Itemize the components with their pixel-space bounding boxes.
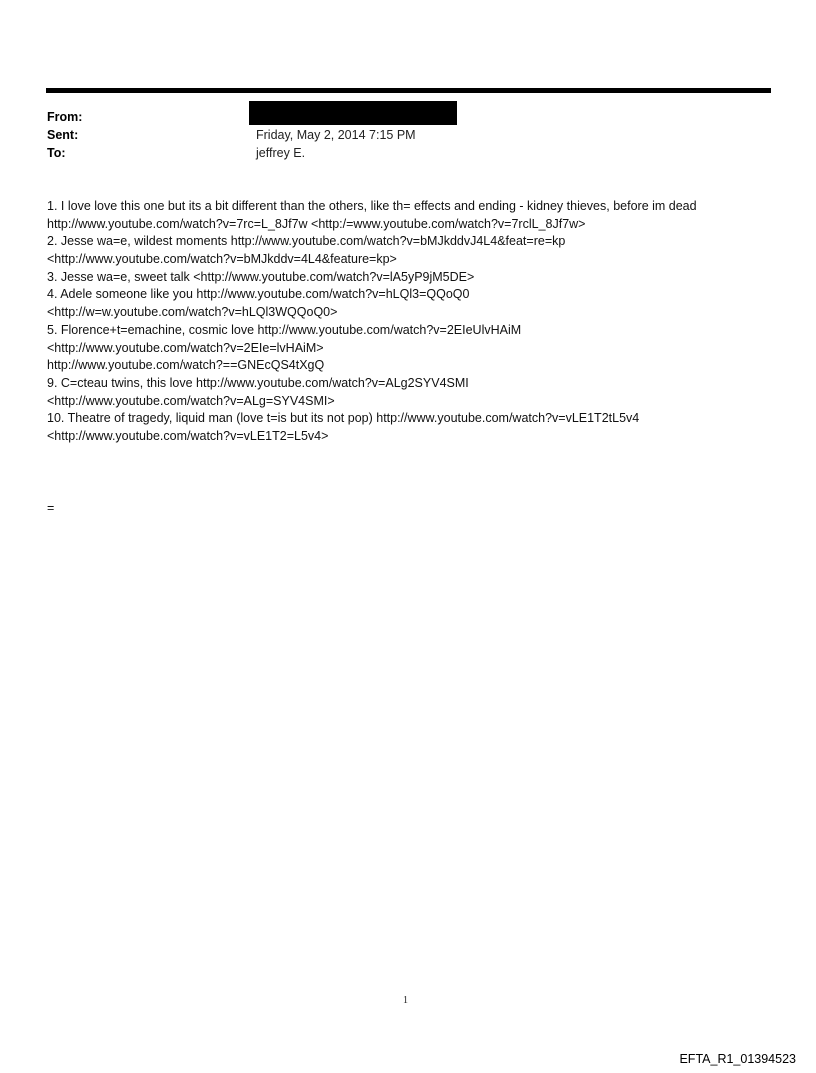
body-line: 3. Jesse wa=e, sweet talk <http://www.youtube.com/watch?v=lA5yP9jM5DE>: [47, 269, 475, 284]
body-line: 2. Jesse wa=e, wildest moments http://www.youtube.com/watch?v=bMJkddvJ4L4&feat=re=kp: [47, 234, 566, 249]
bates-number: EFTA_R1_01394523: [679, 1052, 796, 1066]
to-label: To:: [47, 146, 66, 160]
sent-value: Friday, May 2, 2014 7:15 PM: [256, 128, 416, 142]
page-number: 1: [403, 995, 408, 1006]
email-body: [47, 198, 777, 446]
body-line: <http://www.youtube.com/watch?v=ALg=SYV4SMI>: [47, 393, 335, 408]
sent-label: Sent:: [47, 128, 79, 142]
body-line: <http://www.youtube.com/watch?v=2EIe=lvHAiM>: [47, 340, 324, 355]
to-row: [47, 144, 767, 162]
header-divider-rule: [46, 88, 771, 93]
body-line: <http://w=w.youtube.com/watch?v=hLQl3WQQoQ0>: [47, 305, 338, 320]
body-line: 10. Theatre of tragedy, liquid man (love t=is but its not pop) http://www.youtube.com/watch?v=vLE1T2tL5v4: [47, 411, 640, 426]
to-value: jeffrey E.: [256, 146, 306, 160]
body-line: 9. C=cteau twins, this love http://www.youtube.com/watch?v=ALg2SYV4SMI: [47, 375, 469, 390]
body-line: <http://www.youtube.com/watch?v=vLE1T2=L5v4>: [47, 428, 329, 443]
body-trailer: =: [47, 501, 55, 515]
body-line: <http://www.youtube.com/watch?v=bMJkddv=4L4&feature=kp>: [47, 252, 397, 267]
from-label: From:: [47, 110, 83, 124]
redaction-box: [249, 101, 457, 125]
body-line: 1. I love love this one but its a bit different than the others, like th= effects and ending - kidney thieves, before im dead: [47, 199, 697, 213]
sent-row: [47, 126, 767, 144]
body-line: 4. Adele someone like you http://www.youtube.com/watch?v=hLQl3=QQoQ0: [47, 287, 470, 302]
body-line: http://www.youtube.com/watch?==GNEcQS4tXgQ: [47, 358, 325, 373]
body-line: http://www.youtube.com/watch?v=7rc=L_8Jf7w <http:/=www.youtube.com/watch?v=7rclL_8Jf7w>: [47, 216, 586, 231]
body-line: 5. Florence+t=emachine, cosmic love http://www.youtube.com/watch?v=2EIeUlvHAiM: [47, 322, 522, 337]
